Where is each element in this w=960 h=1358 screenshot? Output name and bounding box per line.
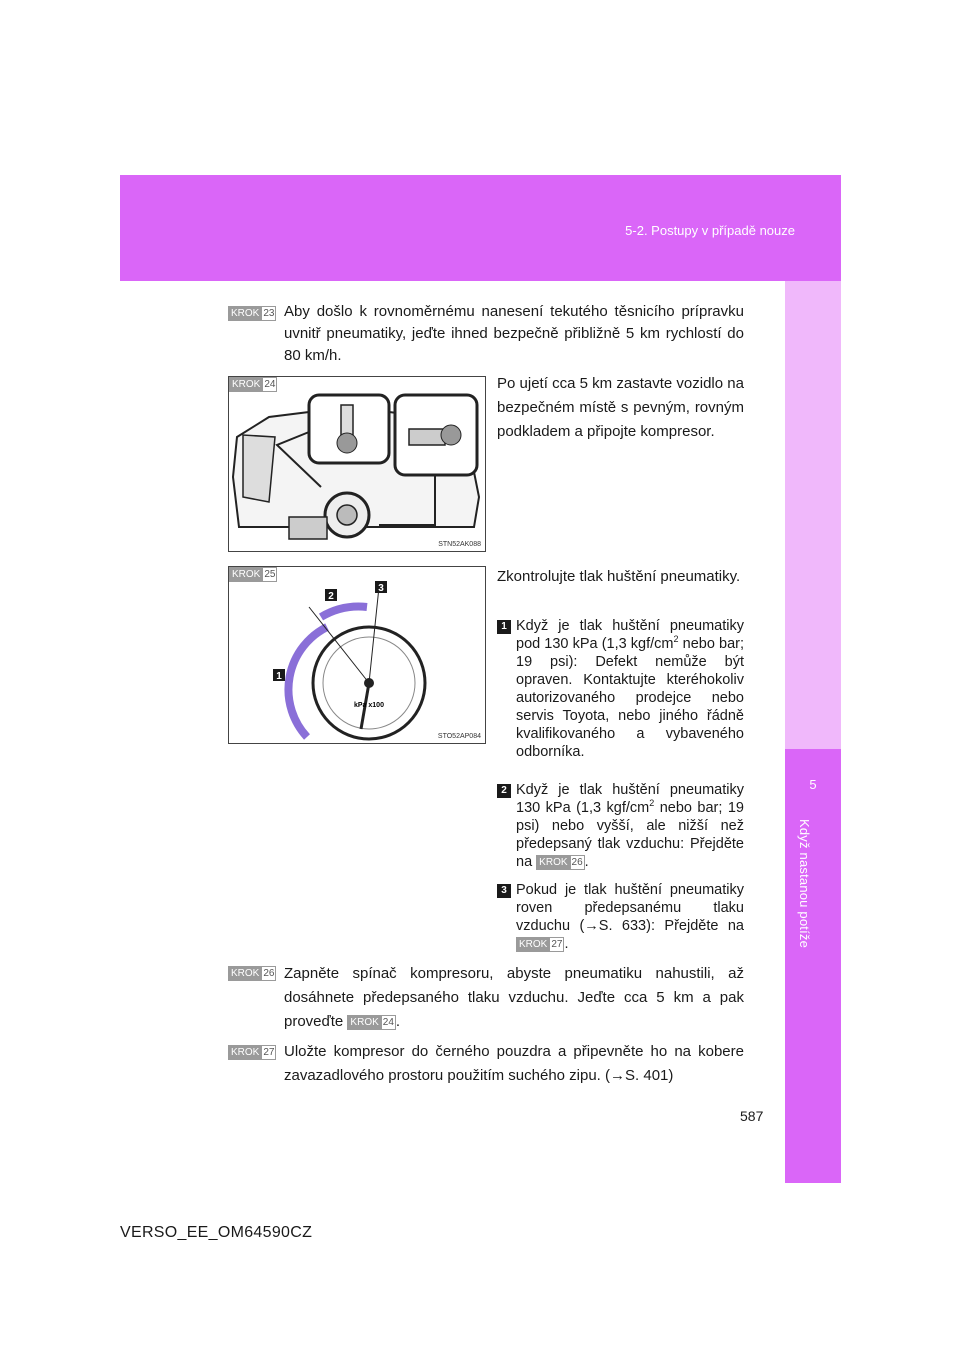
item-badge: 2 (497, 784, 511, 798)
car-compressor-illustration (229, 377, 485, 551)
document-id: VERSO_EE_OM64590CZ (120, 1224, 313, 1241)
figure-code: STN52AK088 (438, 541, 481, 548)
step-27-text: Uložte kompresor do černého pouzdra a připevněte ho na kobere zavazadlového prostoru použitím suchého zipu. (→S. 401) (284, 1043, 744, 1084)
item-badge: 1 (497, 620, 511, 634)
chapter-title: Když nastanou potíže (797, 819, 812, 949)
item-badge: 3 (497, 884, 511, 898)
condition-item-2: 2 Když je tlak huštění pneumatiky 130 kPa (1,3 kgf/$cm^2$ nebo bar; 19 psi) nebo vyšší, ale nižší než předepsaný tlak vzduchu: Přejděte na KROK 26 . (497, 781, 744, 871)
gauge-illustration (229, 567, 485, 743)
section-title: 5-2. Postupy v případě nouze (625, 223, 795, 238)
step-ref-badge: KROK 26 (536, 855, 584, 870)
sidebar-tab-light (785, 281, 841, 749)
page-number: 587 (740, 1108, 764, 1124)
svg-text:3: 3 (378, 583, 384, 594)
step-badge-23: KROK 23 (228, 306, 276, 321)
step-24-text: Po ujetí cca 5 km zastavte vozidlo na bezpečném místě s pevným, rovným podkladem a připojte kompresor. (497, 375, 744, 440)
svg-text:2: 2 (328, 591, 334, 602)
header-band (120, 175, 841, 281)
step-ref-badge: KROK 27 (516, 937, 564, 952)
figure-pressure-gauge (228, 566, 486, 744)
step-23-text: Aby došlo k rovnoměrnému nanesení tekutého těsnicího prípravku uvnitř pneumatiky, jeďte ihned bezpečně přibližně 5 km rychlostí do 80 km/h. (284, 303, 744, 364)
figure-compressor-connection (228, 376, 486, 552)
step-badge-25: KROK 25 (229, 567, 277, 582)
step-25-text: Zkontrolujte tlak huštění pneumatiky. (497, 568, 741, 585)
svg-text:1: 1 (276, 671, 282, 682)
figure-code: STO52AP084 (437, 733, 481, 740)
chapter-number: 5 (809, 777, 817, 792)
condition-item-3: 3 Pokud je tlak huštění pneumatiky roven předepsanému tlaku vzduchu (→S. 633): Přejděte na KROK 27 . (497, 881, 744, 953)
step-badge-24: KROK 24 (229, 377, 277, 392)
step-ref-badge: KROK 24 (347, 1015, 395, 1030)
step-26-text: Zapněte spínač kompresoru, abyste pneumatiku nahustili, až dosáhnete předepsaného tlaku vzduchu. Jeďte cca 5 km a pak proveďte KROK 24 . (284, 965, 744, 1030)
condition-item-1: 1 Když je tlak huštění pneumatiky pod 130 kPa (1,3 kgf/$cm^2$ nebo bar; 19 psi): Defekt nemůže být opraven. Kontaktujte kteréhokoliv autorizovaného prodejce nebo servis Toyota, nebo jiného řádně kvalifikovaného a vybaveného odborníka. (497, 617, 744, 761)
gauge-unit: kPa x100 (354, 702, 384, 709)
step-badge-27: KROK 27 (228, 1045, 276, 1060)
chapter-tab (785, 749, 841, 1183)
step-badge-26: KROK 26 (228, 966, 276, 981)
